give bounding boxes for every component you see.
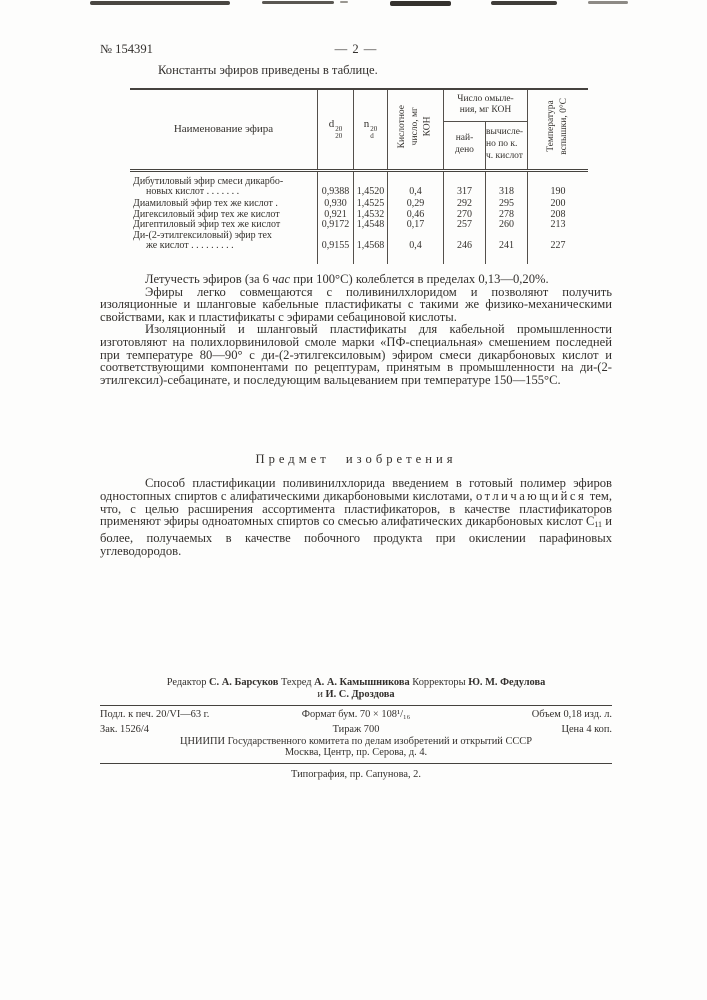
saponification-found-value: 270 [444,210,486,220]
saponification-calc-value: 295 [486,199,528,209]
claim-paragraph: Способ пластификации поливинилхлорида введением в готовый полимер эфиров одностопных спиртов с алифатическими дикарбоновыми кислотами, отличающийся тем, что, с целью расширения ассортимента пластификаторов, в качестве пластификаторов применяют эфиры одноатомных спиртов со смесью алифатических дикарбоновых кислот $С_{11}$ и более, получаемых в качестве побочного продукта при окислении парафиновых углеводородов. [100,476,612,558]
flash-point-value: 208 [528,210,589,220]
divider [100,763,612,764]
techred-name: А. А. Камышникова [314,677,410,688]
ester-name-line: Дибутиловый эфир смеси дикарбо- [133,175,284,187]
price: Цена 4 коп. [561,723,612,735]
editor-name: С. А. Барсуков [209,677,279,688]
flash-point-value: 190 [528,170,589,199]
table-row [130,170,588,199]
order-number: Зак. 1526/4 [100,723,149,735]
refractive-value: 1,4568 [354,231,388,265]
flash-point-value: 200 [528,199,589,209]
editorial-credits: Редактор С. А. Барсуков Техред А. А. Камышникова Корректоры Ю. М. Федулова и И. С. Дроздова [166,677,546,700]
refractive-value: 1,4532 [354,210,388,220]
paper-format: Формат бум. 70 × 108¹/₁₆ [301,709,411,720]
refractive-value: 1,4548 [354,220,388,230]
density-value: 0,9172 [318,220,354,230]
publisher-line: Москва, Центр, пр. Серова, д. 4. [284,747,428,759]
saponification-calc-value: 241 [486,231,528,265]
saponification-found-value: 292 [444,199,486,209]
saponification-calc-value: 278 [486,210,528,220]
scan-edge-artifact [340,1,348,3]
ester-name-line: новых кислот . . . . . . . [146,185,240,197]
ester-name-line: Ди-(2-этилгексиловый) эфир тех [133,229,272,241]
column-header-acid-number: Кислотное число, мг КОН [388,89,444,170]
divider [100,705,612,706]
document-number: № 154391 [100,42,153,56]
colophon-row [100,709,612,721]
saponification-found-value: 257 [444,220,486,230]
column-header-density: d 20 20 [318,89,354,170]
saponification-found-value: 317 [444,170,486,199]
column-header-flash-point: Температура вспышки, 0°С [528,89,589,170]
table-body [130,170,588,264]
acid-number-value: 0,29 [388,199,444,209]
printer-line: Типография, пр. Сапунова, 2. [291,768,421,780]
saponification-calc-value: 260 [486,220,528,230]
column-header-ester-name: Наименование эфира [130,89,318,170]
density-value: 0,9388 [318,170,354,199]
ester-name-cell [130,170,318,199]
scan-edge-artifact [390,1,451,6]
table-header [130,89,588,170]
density-value: 0,9155 [318,231,354,265]
table-row [130,231,588,265]
colophon-row [100,724,612,736]
claim-text [100,477,612,558]
column-header-refractive-index: n 20 d [354,89,388,170]
claim-heading: Предмет изобретения [255,452,457,466]
body-text [100,273,612,386]
saponification-calc-value: 318 [486,170,528,199]
flash-point-value: 213 [528,220,589,230]
table-row [130,220,588,230]
acid-number-value: 0,17 [388,220,444,230]
intro-sentence: Константы эфиров приведены в таблице. [158,63,378,77]
volume: Объем 0,18 изд. л. [531,709,612,720]
print-run: Тираж 700 [332,723,380,735]
ester-name-cell: Диамиловый эфир тех же кислот . [133,198,278,210]
refractive-value: 1,4525 [354,199,388,209]
ester-name-cell: Дигептиловый эфир тех же кислот [133,219,281,231]
scan-edge-artifact [588,1,628,4]
paragraph-application: Изоляционный и шланговый пластификаты для кабельной промышленности изготовляют на полихлорвиниловой смоле марки «ПФ-специальная» смешением последней при температуре 80—90° с ди-(2-этилгексиловым) эфиром смеси дикарбоновых кислот и соответствующими компонентами по рецептурам, принятым в промышленности на ди-(2-этилгексил)-себацинате, и последующим вальцеванием при температуре 150—155°С. [100,322,612,387]
publisher-line: ЦНИИПИ Государственного комитета по делам изобретений и открытий СССР [179,736,533,747]
paragraph-volatility: Летучесть эфиров (за 6 час при 100°С) колеблется в пределах 0,13—0,20%. [145,272,549,286]
acid-number-value: 0,4 [388,170,444,199]
ester-name-cell: Дигексиловый эфир тех же кислот [133,208,280,220]
scan-edge-artifact [491,1,557,5]
refractive-value: 1,4520 [354,170,388,199]
corrector-name: Ю. М. Федулова [468,677,546,688]
scan-edge-artifact [262,1,334,4]
column-header-found: най- дено [444,121,486,170]
ester-name-line: же кислот . . . . . . . . . [146,239,234,251]
print-date: Подл. к печ. 20/VI—63 г. [100,709,210,720]
imprint-footer [100,677,612,780]
column-header-calculated: вычисле- но по к. ч. кислот [486,121,528,170]
flash-point-value: 227 [528,231,589,265]
scan-edge-artifact [90,1,230,5]
saponification-found-value: 246 [444,231,486,265]
column-header-saponification: Число омыле- ния, мг КОН [444,89,528,121]
publisher-address [100,736,612,759]
corrector-name: И. С. Дроздова [325,688,395,700]
acid-number-value: 0,46 [388,210,444,220]
density-value: 0,921 [318,210,354,220]
esters-constants-table [130,88,588,264]
ester-name-cell [130,231,318,265]
paragraph-compatibility: Эфиры легко совмещаются с поливинилхлоридом и позволяют получить изоляционные и шланговые кабельные пластификаты с такими же физико-механическими свойствами, как и пластификаты с эфирами себациновой кислоты. [100,284,612,324]
acid-number-value: 0,4 [388,231,444,265]
density-value: 0,930 [318,199,354,209]
page-number: — 2 — [334,42,378,56]
